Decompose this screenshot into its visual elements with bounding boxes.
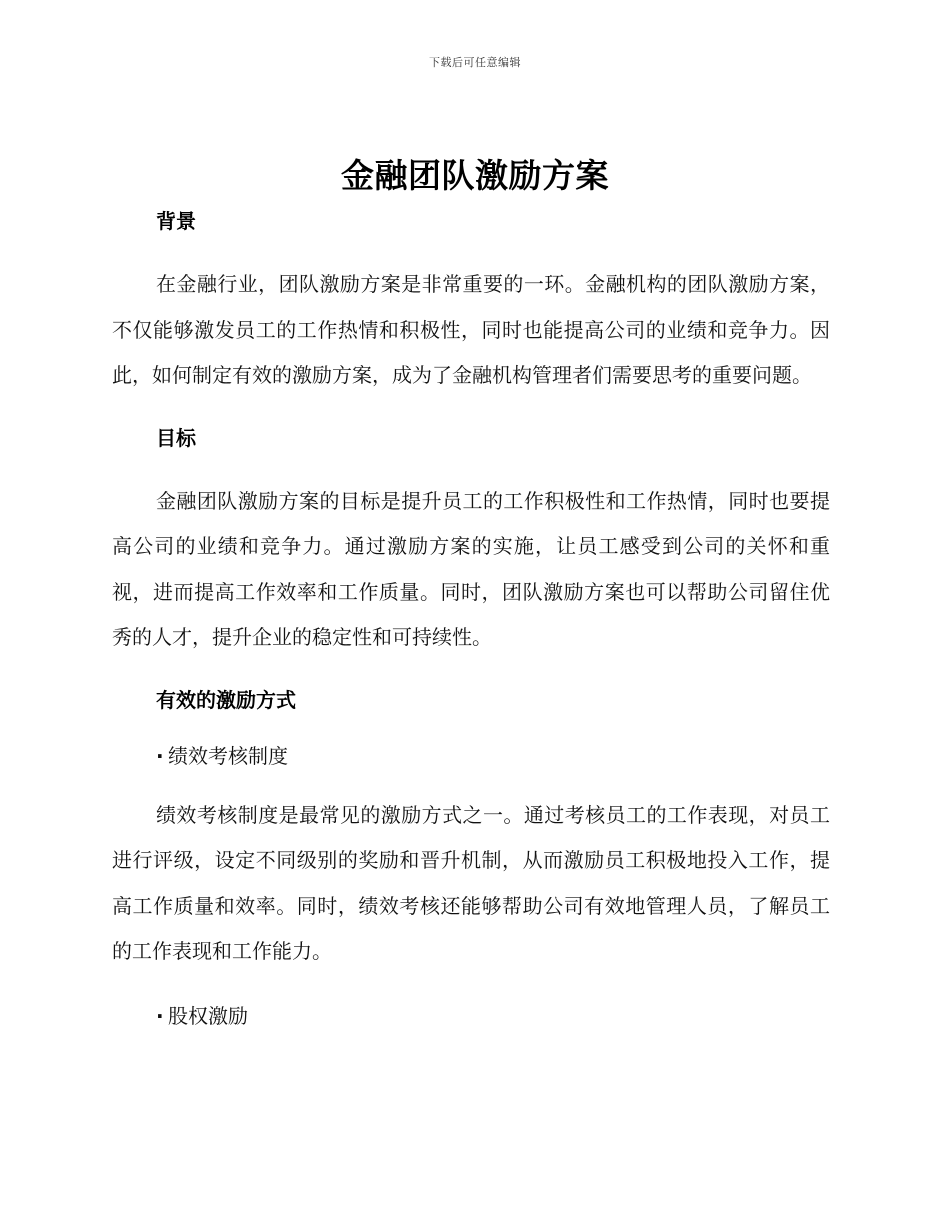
section-heading-background: 背景 xyxy=(156,209,196,233)
goal-paragraph: 金融团队激励方案的目标是提升员工的工作积极性和工作热情，同时也要提高公司的业绩和竞争力。通过激励方案的实施，让员工感受到公司的关怀和重视，进而提高工作效率和工作质量。同时，团队激励方案也可以帮助公司留住优秀的人才，提升企业的稳定性和可持续性。 xyxy=(112,488,830,649)
header-note: 下载后可任意编辑 xyxy=(429,56,521,69)
document-title: 金融团队激励方案 xyxy=(341,156,609,195)
bullet-label: 绩效考核制度 xyxy=(168,743,288,768)
bullet-item-equity xyxy=(112,1001,830,1031)
bullet-item-performance xyxy=(112,741,830,771)
bullet-dot-icon: · xyxy=(156,1003,164,1028)
bullet-dot-icon: · xyxy=(156,743,164,768)
performance-paragraph: 绩效考核制度是最常见的激励方式之一。通过考核员工的工作表现，对员工进行评级，设定不同级别的奖励和晋升机制，从而激励员工积极地投入工作，提高工作质量和效率。同时，绩效考核还能够帮助公司有效地管理人员，了解员工的工作表现和工作能力。 xyxy=(112,802,830,963)
bullet-label: 股权激励 xyxy=(168,1003,248,1028)
section-heading-methods: 有效的激励方式 xyxy=(156,687,296,712)
section-heading-goal: 目标 xyxy=(156,425,196,450)
background-paragraph: 在金融行业，团队激励方案是非常重要的一环。金融机构的团队激励方案，不仅能够激发员工的工作热情和积极性，同时也能提高公司的业绩和竞争力。因此，如何制定有效的激励方案，成为了金融机构管理者们需要思考的重要问题。 xyxy=(112,272,830,387)
document-body xyxy=(112,206,830,1031)
